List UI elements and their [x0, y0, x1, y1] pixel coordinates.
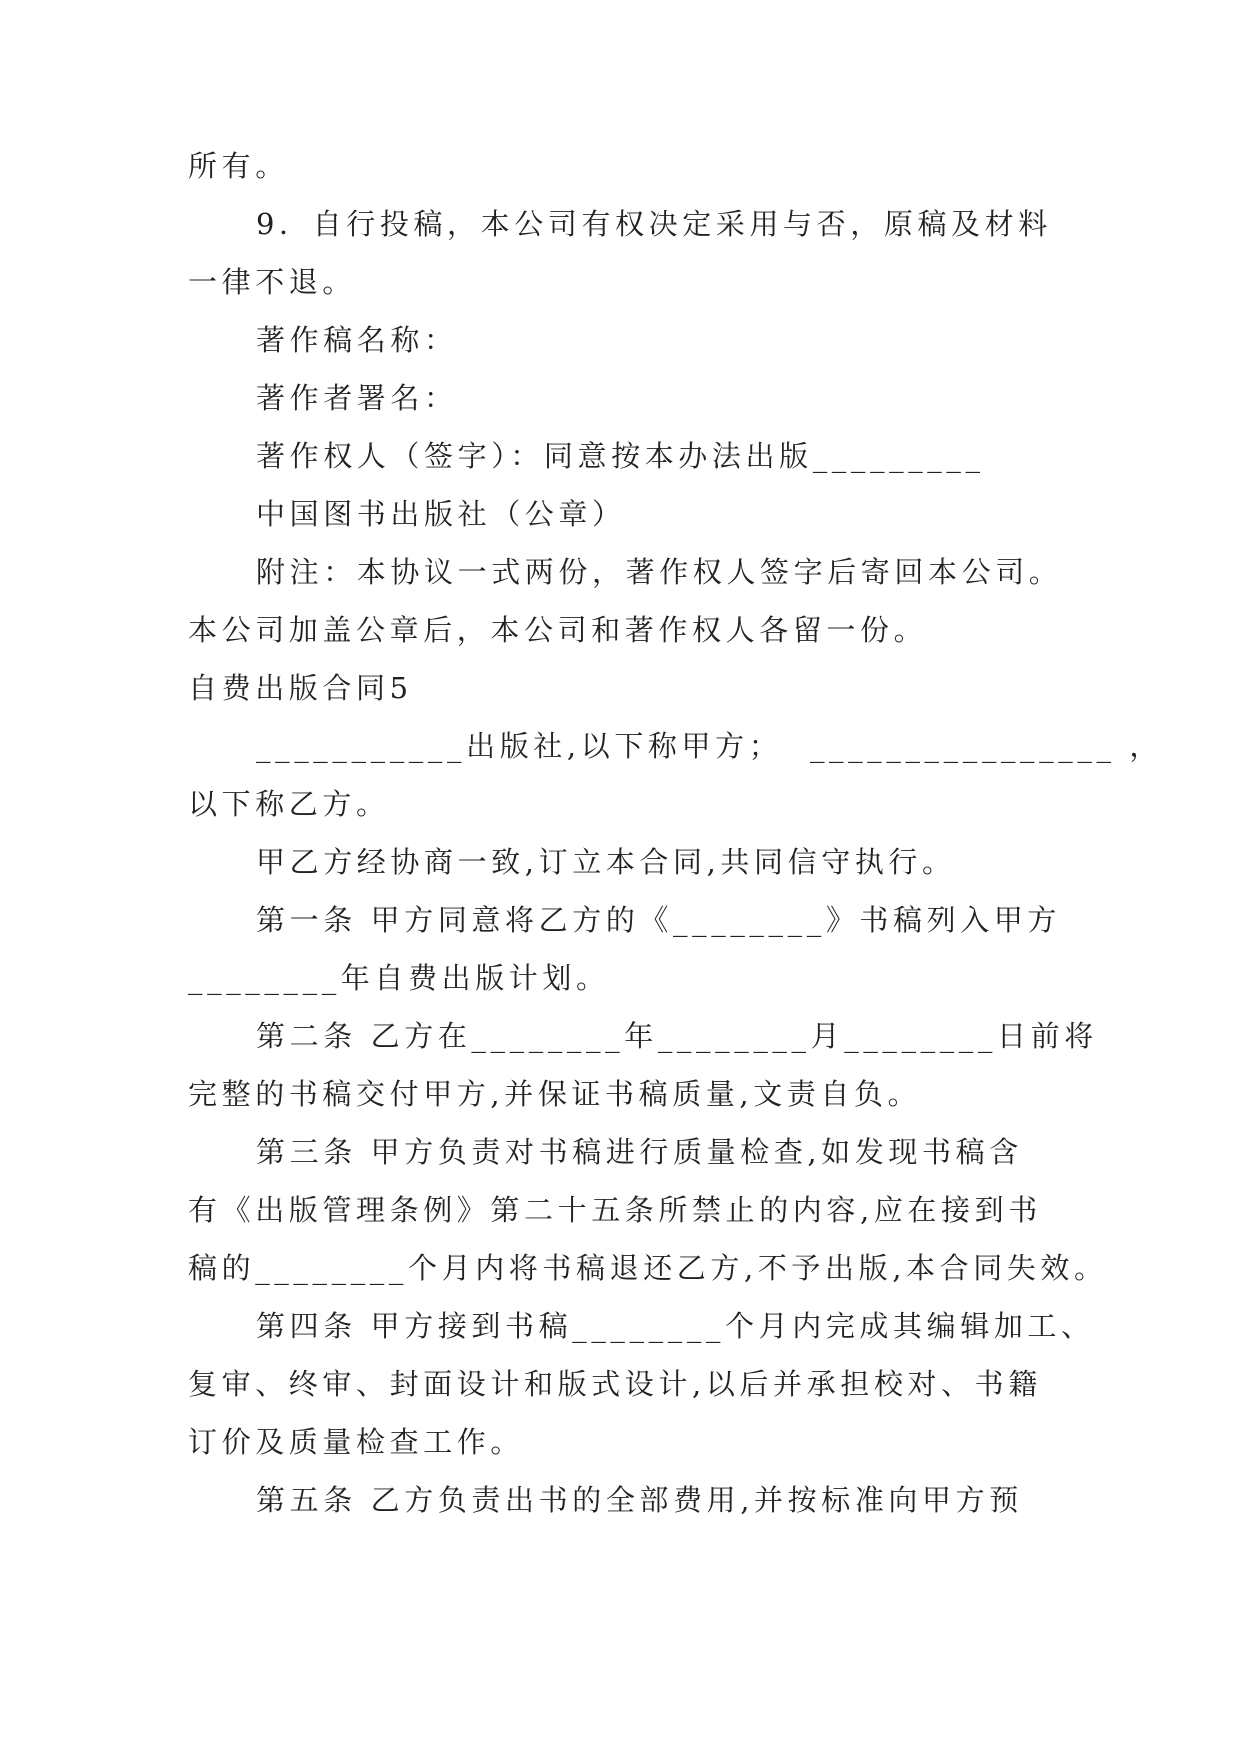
text-line-note-cont: 本公司加盖公章后，本公司和著作权人各留一份。: [188, 613, 928, 647]
text-line-note: 附注：本协议一式两份，著作权人签字后寄回本公司。: [256, 555, 1063, 589]
text-line-agreement: 甲乙方经协商一致,订立本合同,共同信守执行。: [256, 845, 956, 879]
text-line-article-3-cont: 有《出版管理条例》第二十五条所禁止的内容,应在接到书: [188, 1193, 1042, 1227]
text-line-author-signature: 著作者署名：: [256, 381, 458, 415]
text-line-article-1-cont: ________年自费出版计划。: [188, 961, 610, 995]
text-line-manuscript-name: 著作稿名称：: [256, 323, 458, 357]
text-line-copyright-holder: 著作权人（签字）：同意按本办法出版_________: [256, 439, 985, 473]
text-line-article-1: 第一条 甲方同意将乙方的《________》书稿列入甲方: [256, 903, 1062, 937]
text-line-article-4: 第四条 甲方接到书稿________个月内完成其编辑加工、: [256, 1309, 1095, 1343]
text-line-publisher-seal: 中国图书出版社（公章）: [256, 497, 626, 531]
text-line-item-9-cont: 一律不退。: [188, 265, 357, 299]
text-line-item-9: 9．自行投稿，本公司有权决定采用与否，原稿及材料: [256, 207, 1052, 241]
text-line-continuation: 所有。: [188, 149, 289, 183]
text-line-parties: ___________出版社,以下称甲方； ________________ ，: [256, 729, 1163, 763]
text-line-article-5: 第五条 乙方负责出书的全部费用,并按标准向甲方预: [256, 1483, 1023, 1517]
text-line-article-2: 第二条 乙方在________年________月________日前将: [256, 1019, 1098, 1053]
text-line-article-3-cont2: 稿的________个月内将书稿退还乙方,不予出版,本合同失效。: [188, 1251, 1108, 1285]
section-heading: 自费出版合同5: [188, 671, 413, 705]
text-line-article-4-cont2: 订价及质量检查工作。: [188, 1425, 525, 1459]
text-line-parties-cont: 以下称乙方。: [188, 787, 390, 821]
text-line-article-3: 第三条 甲方负责对书稿进行质量检查,如发现书稿含: [256, 1135, 1023, 1169]
text-line-article-2-cont: 完整的书稿交付甲方,并保证书稿质量,文责自负。: [188, 1077, 922, 1111]
text-line-article-4-cont: 复审、终审、封面设计和版式设计,以后并承担校对、书籍: [188, 1367, 1042, 1401]
